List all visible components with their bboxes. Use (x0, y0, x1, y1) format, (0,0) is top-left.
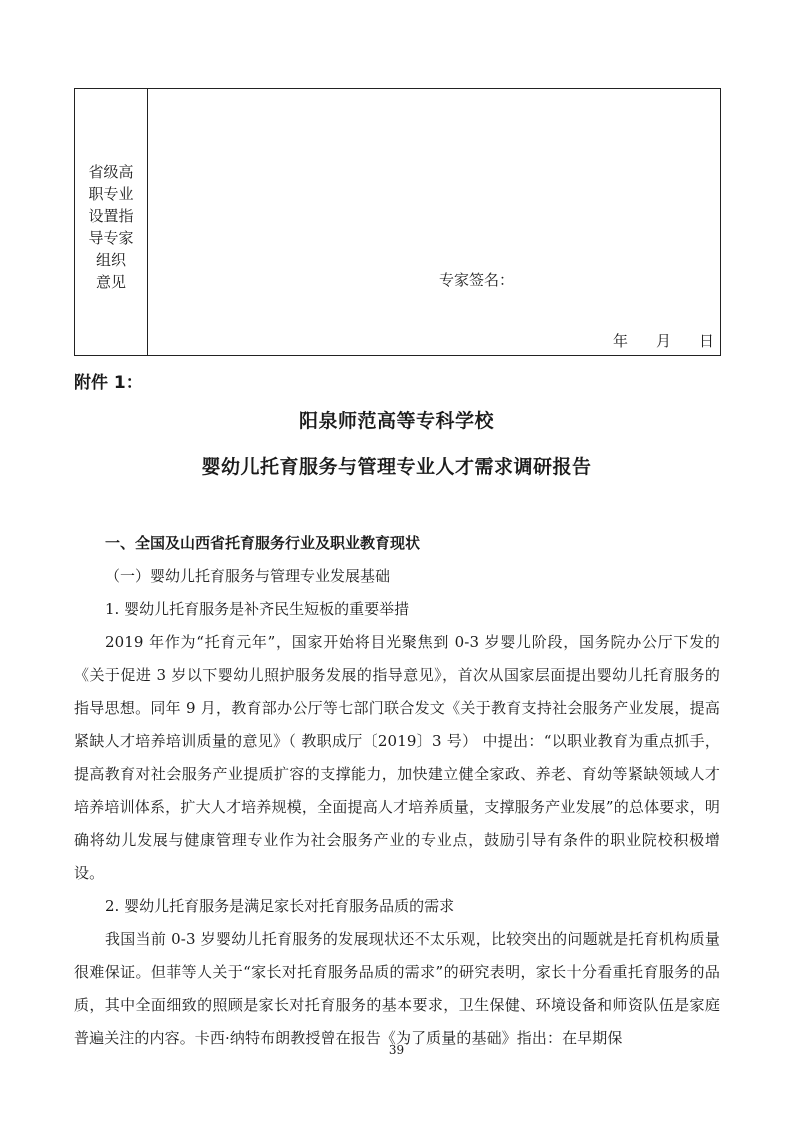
opinion-label-line: 组织 (95, 251, 126, 269)
section-heading: 一、全国及山西省托育服务行业及职业教育现状 (105, 534, 421, 552)
subsection-heading: （一）婴幼儿托育服务与管理专业发展基础 (105, 567, 391, 585)
opinion-label-cell (75, 89, 148, 355)
opinion-label-line: 意见 (95, 273, 126, 291)
item-heading: 2. 婴幼儿托育服务是满足家长对托育服务品质的需求 (105, 897, 455, 915)
date-day: 日 (699, 332, 715, 350)
expert-signature-label: 专家签名： (439, 271, 515, 289)
paragraph: 我国当前 0-3 岁婴幼儿托育服务的发展现状还不太乐观，比较突出的问题就是托育机构质量很难保证。但菲等人关于“家长对托育服务品质的需求”的研究表明，家长十分看重托育服务的品质，其中全面细致的照顾是家长对托育服务的基本要求，卫生保健、环境设备和师资队伍是家庭普遍关注的内容。卡西·纳特布朗教授曾在报告《为了质量的基础》指出：在早期保 (74, 930, 720, 1047)
report-body (74, 527, 720, 1055)
opinion-label (75, 161, 147, 293)
opinion-label-line: 设置指 (88, 207, 134, 225)
opinion-label-line: 职专业 (88, 185, 134, 203)
opinion-label-line: 导专家 (88, 229, 134, 247)
date-month: 月 (656, 332, 672, 350)
attachment-label: 附件 1： (74, 373, 143, 393)
expert-opinion-table (74, 88, 721, 356)
opinion-label-line: 省级高 (88, 163, 134, 181)
item-heading: 1. 婴幼儿托育服务是补齐民生短板的重要举措 (105, 600, 410, 618)
school-title: 阳泉师范高等专科学校 (298, 410, 494, 432)
report-title: 婴幼儿托育服务与管理专业人才需求调研报告 (201, 456, 592, 478)
date-year: 年 (613, 332, 629, 350)
paragraph: 2019 年作为“托育元年”，国家开始将目光聚焦到 0-3 岁婴儿阶段，国务院办公厅下发的《关于促进 3 岁以下婴幼儿照护服务发展的指导意见》，首次从国家层面提出婴幼儿托育服务的指导思想。同年 9 月，教育部办公厅等七部门联合发文《关于教育支持社会服务产业发展，提高紧缺人才培养培训质量的意见》（ 教职成厅〔2019〕3 号） 中提出：“以职业教育为重点抓手，提高教育对社会服务产业提质扩容的支撑能力，加快建立健全家政、养老、育幼等紧缺领域人才培养培训体系，扩大人才培养规模，全面提高人才培养质量，支撑服务产业发展”的总体要求，明确将幼儿发展与健康管理专业作为社会服务产业的专业点，鼓励引导有条件的职业院校积极增设。 (74, 633, 720, 882)
page-number: 39 (388, 1043, 405, 1057)
date-line (613, 330, 714, 351)
